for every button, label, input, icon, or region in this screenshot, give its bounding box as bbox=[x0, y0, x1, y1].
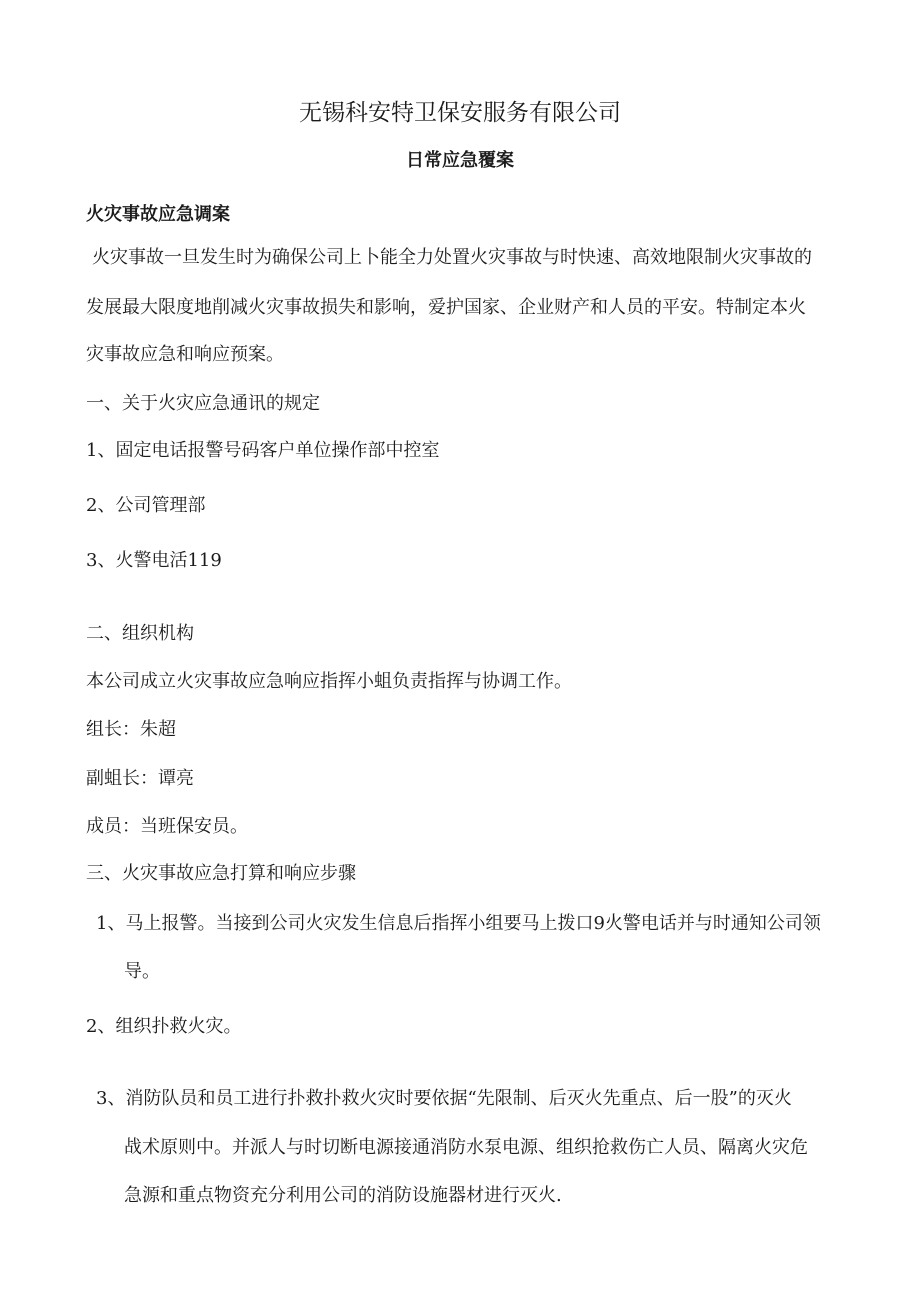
document-subtitle: 日常应急覆案 bbox=[406, 150, 514, 171]
members-line: 成员：当班保安员。 bbox=[86, 816, 248, 837]
section-heading: 火灾事故应急调案 bbox=[86, 204, 230, 225]
step1-line-1: 1、马上报警。当接到公司火灾发生信息后指挥小组要马上拨口9火警电话并与时通知公司领 bbox=[96, 913, 821, 934]
part1-item-3: 3、火警电活119 bbox=[86, 550, 222, 571]
leader-line: 组长：朱超 bbox=[86, 719, 176, 740]
part1-item-1: 1、固定电话报警号码客户单位操作部中控室 bbox=[86, 440, 440, 461]
step2-line: 2、组织扑救火灾。 bbox=[86, 1016, 242, 1037]
company-title: 无锡科安特卫保安服务有限公司 bbox=[299, 100, 621, 126]
step1-line-2: 导。 bbox=[124, 961, 160, 982]
intro-line-3: 灾事故应急和响应预案。 bbox=[86, 344, 284, 365]
part1-heading: 一、关于火灾应急通讯的规定 bbox=[86, 393, 320, 414]
part3-heading: 三、火灾事故应急打算和响应步骤 bbox=[86, 863, 356, 884]
intro-line-1: 火灾事故一旦发生时为确保公司上卜能全力处置火灾事故与时快速、高效地限制火灾事故的 bbox=[92, 247, 812, 268]
part1-item-2: 2、公司管理部 bbox=[86, 495, 206, 516]
step3-line-3: 急源和重点物资充分利用公司的消防设施器材进行灭火. bbox=[124, 1185, 562, 1206]
part2-intro: 本公司成立火灾事故应急响应指挥小蛆负责指挥与协调工作。 bbox=[86, 671, 572, 692]
step3-line-2: 战术原则中。并派人与时切断电源接通消防水泵电源、组织抢救伤亡人员、隔离火灾危 bbox=[124, 1137, 808, 1158]
part2-heading: 二、组织机构 bbox=[86, 623, 194, 644]
intro-line-2: 发展最大限度地削减火灾事故损失和影响，爱护国家、企业财产和人员的平安。特制定本火 bbox=[86, 297, 806, 318]
deputy-leader-line: 副蛆长：谭亮 bbox=[86, 768, 194, 789]
step3-line-1: 3、消防队员和员工进行扑救扑救火灾时要依据“先限制、后灭火先重点、后一股”的灭火 bbox=[96, 1088, 792, 1109]
